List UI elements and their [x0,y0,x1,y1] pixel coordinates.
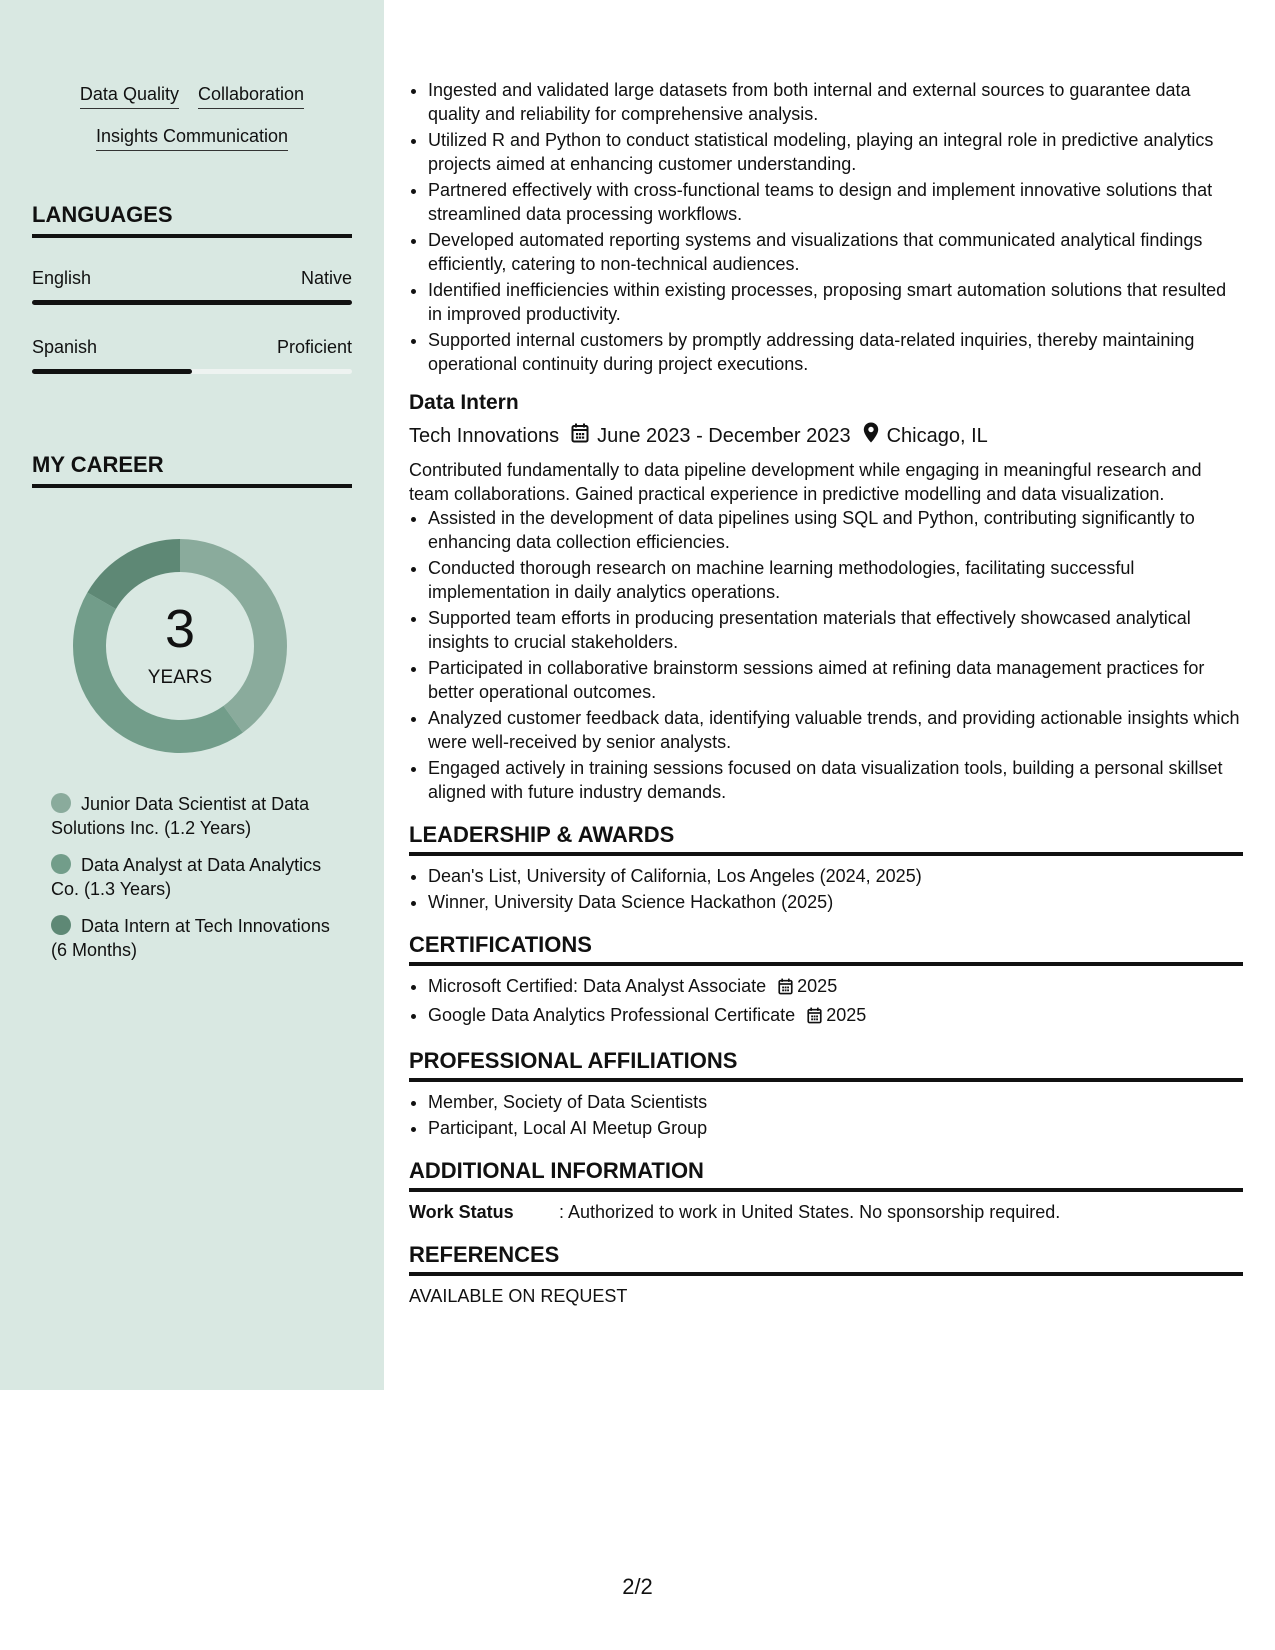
list-item: • Conducted thorough research on machine learning methodologies, facilitating successful implementation in daily analytics operations. [428,556,1243,604]
list-item: • Engaged actively in training sessions focused on data visualization tools, building a personal skillset aligned with future industry demands. [428,756,1243,804]
language-row [32,268,352,289]
cert-year: 2025 [797,976,838,996]
list-item: • Supported team efforts in producing presentation materials that effectively showcased analytical insights to crucial stakeholders. [428,606,1243,654]
language-bar [32,300,352,305]
work-status-value: : Authorized to work in United States. No sponsorship required. [559,1202,1061,1222]
cert-name: Google Data Analytics Professional Certificate [428,1005,796,1025]
main-content [409,78,1243,1308]
legend-dot [51,915,71,935]
legend-item [51,853,341,901]
job-title: Data Intern [409,391,519,414]
career-unit: YEARS [147,667,213,688]
list-item: • Participant, Local AI Meetup Group [428,1116,1243,1140]
legend-dot [51,854,71,874]
skills-list [32,84,352,168]
language-level: Native [300,268,352,288]
calendar-icon [571,423,589,450]
certifications-heading: CERTIFICATIONS [409,932,1243,966]
affiliations-heading: PROFESSIONAL AFFILIATIONS [409,1048,1243,1082]
list-item: • Identified inefficiencies within existing processes, proposing smart automation solutions that resulted in improved productivity. [428,278,1243,326]
cert-year: 2025 [826,1005,867,1025]
legend-item [51,914,341,962]
list-item [428,1003,1243,1030]
job-meta [409,422,1243,450]
legend-label: Data Intern at Tech Innovations (6 Months) [51,916,330,960]
language-bar-fill [32,369,192,374]
list-item: • Utilized R and Python to conduct statistical modeling, playing an integral role in predictive analytics projects aimed at enhancing customer understanding. [428,128,1243,176]
location-pin-icon [863,422,879,450]
certifications-list [409,974,1243,1030]
language-bar-fill [32,300,352,305]
sidebar [0,0,384,1390]
language-bar [32,369,352,374]
work-status-label: Work Status [409,1202,514,1222]
language-name: Spanish [32,337,98,357]
additional-info-heading: ADDITIONAL INFORMATION [409,1158,1243,1192]
previous-job-bullets [409,78,1243,376]
affiliations-list [409,1090,1243,1140]
legend-label: Junior Data Scientist at Data Solutions Inc. (1.2 Years) [51,794,310,838]
page-number: 2/2 [622,1574,653,1599]
language-level: Proficient [276,337,352,357]
skill-tag: Data Quality [80,84,179,109]
list-item: • Assisted in the development of data pipelines using SQL and Python, contributing significantly to enhancing data collection efficiencies. [428,506,1243,554]
languages-heading: LANGUAGES [32,202,352,238]
career-heading: MY CAREER [32,452,352,488]
job-location: Chicago, IL [886,425,988,447]
list-item: • Dean's List, University of California, Los Angeles (2024, 2025) [428,864,1243,888]
career-total-years: 3 [164,599,196,659]
legend-dot [51,793,71,813]
list-item: • Partnered effectively with cross-functional teams to design and implement innovative solutions that streamlined data processing workflows. [428,178,1243,226]
calendar-icon [778,977,793,1001]
language-name: English [32,268,92,288]
list-item: • Analyzed customer feedback data, identifying valuable trends, and providing actionable insights which were well-received by senior analysts. [428,706,1243,754]
calendar-icon [807,1006,822,1030]
references-text: AVAILABLE ON REQUEST [409,1286,628,1306]
list-item: • Member, Society of Data Scientists [428,1090,1243,1114]
career-legend [51,792,341,975]
job-bullets [409,506,1243,804]
list-item: • Ingested and validated large datasets from both internal and external sources to guarantee data quality and reliability for comprehensive analysis. [428,78,1243,126]
list-item: • Supported internal customers by promptly addressing data-related inquiries, thereby maintaining operational continuity during project executions. [428,328,1243,376]
list-item: • Participated in collaborative brainstorm sessions aimed at refining data management practices for better operational outcomes. [428,656,1243,704]
job-dates: June 2023 - December 2023 [597,425,851,447]
list-item: • Winner, University Data Science Hackathon (2025) [428,890,1243,914]
job-description: Contributed fundamentally to data pipeline development while engaging in meaningful research and team collaborations. Gained practical experience in predictive modelling and data visualization. [409,460,1202,504]
list-item [428,974,1243,1001]
job-company: Tech Innovations [409,425,560,447]
skill-tag: Collaboration [198,84,304,109]
cert-name: Microsoft Certified: Data Analyst Associate [428,976,767,996]
leadership-list [409,864,1243,914]
work-status-row [409,1200,1243,1224]
leadership-heading: LEADERSHIP & AWARDS [409,822,1243,856]
list-item: • Developed automated reporting systems and visualizations that communicated analytical findings efficiently, catering to non-technical audiences. [428,228,1243,276]
language-row [32,337,352,358]
skill-tag: Insights Communication [96,126,288,151]
legend-label: Data Analyst at Data Analytics Co. (1.3 Years) [51,855,322,899]
references-heading: REFERENCES [409,1242,1243,1276]
legend-item [51,792,341,840]
